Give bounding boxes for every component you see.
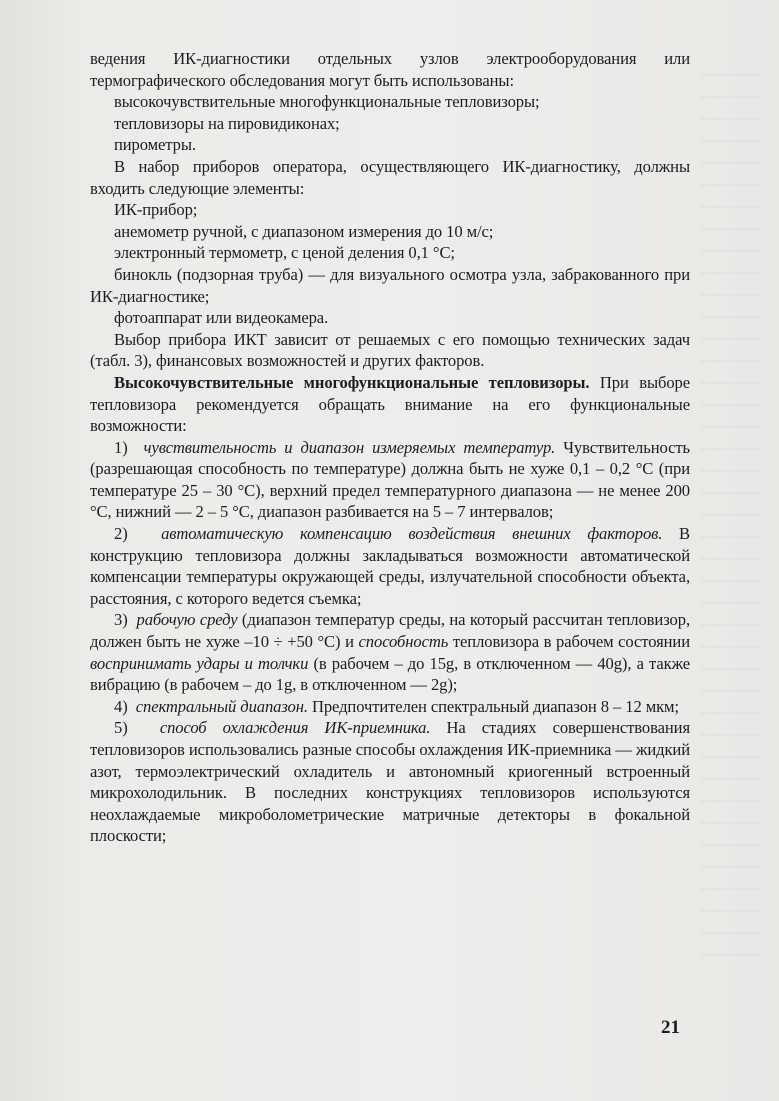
bleed-through-shadow (700, 60, 760, 960)
paragraph-continuation: ведения ИК-диагностики отдельных узлов электрооборудования или термографического обследования могут быть использованы: (90, 49, 690, 90)
list-item: анемометр ручной, с диапазоном измерения до 10 м/с; (114, 221, 494, 241)
list-item: бинокль (подзорная труба) — для визуального осмотра узла, забракованного при ИК-диагностике; (90, 264, 690, 306)
numbered-item-2 (90, 523, 690, 609)
item-term: автоматическую компенсацию воздействия внешних факторов. (161, 524, 663, 544)
numbered-item-3 (90, 609, 690, 695)
numbered-item-5 (90, 717, 690, 847)
list-item: электронный термометр, с ценой деления 0,1 °С; (114, 243, 455, 263)
item-text: На стадиях совершенствования тепловизоров использовались разные способы охлаждения ИК-приемника — жидкий азот, термоэлектрический охладитель и автономный криогенный встроенный микрохолодильник. В последних конструкциях тепловизоров используются неохлаждаемые микроболометрические матричные детекторы в фокальной плоскости; (90, 718, 690, 846)
item-term: рабочую среду (136, 610, 238, 630)
item-number: 2) (114, 524, 128, 544)
item-term: способ охлаждения ИК-приемника. (159, 718, 431, 738)
heading-bold: Высокочувствительные многофункциональные тепловизоры. (114, 372, 590, 392)
paragraph-heading (90, 372, 690, 437)
item-number: 4) (114, 696, 128, 716)
list-item: тепловизоры на пировидиконах; (114, 113, 340, 133)
numbered-item-1 (90, 437, 690, 523)
item-text: Чувствительность (разрешающая способность по температуре) должна быть не хуже 0,1 – 0,2 °С (при температуре 25 – 30 °С), верхний предел температурного диапазона — не менее 200 °С, нижний — 2 – 5 °С, диапазон разбивается на 5 – 7 интервалов; (90, 437, 690, 522)
body-text (90, 48, 690, 847)
item-term-2: способность (358, 632, 449, 652)
item-number: 1) (114, 437, 128, 457)
item-number: 3) (114, 610, 128, 630)
item-text: (диапазон температур среды, на который рассчитан тепловизор, должен быть не хуже –10 ÷ +50 °С) и (90, 610, 690, 652)
item-term-3: воспринимать удары и толчки (90, 653, 309, 673)
item-text: В конструкцию тепловизора должны закладываться возможности автоматической компенсации температуры окружающей среды, излучательной способности объекта, расстояния, с которого ведется съемка; (90, 524, 690, 608)
list-item: пирометры. (114, 135, 196, 155)
item-text-3: (в рабочем – до 15g, в отключенном — 40g), а также вибрацию (в рабочем – до 1g, в отключенном — 2g); (90, 653, 690, 695)
item-term: чувствительность и диапазон измеряемых температур. (143, 437, 556, 457)
item-term: спектральный диапазон. (135, 696, 308, 716)
item-text: Предпочтителен спектральный диапазон 8 – 12 мкм; (307, 696, 679, 716)
list-item: ИК-прибор; (114, 200, 198, 220)
numbered-item-4 (90, 696, 690, 718)
item-text-2: тепловизора в рабочем состоянии (448, 632, 690, 652)
paragraph: В набор приборов оператора, осуществляющего ИК-диагностику, должны входить следующие элементы: (90, 156, 690, 198)
page-number: 21 (661, 1017, 680, 1038)
item-number: 5) (114, 718, 128, 738)
list-item: высокочувствительные многофункциональные тепловизоры; (114, 92, 540, 112)
list-item: фотоаппарат или видеокамера. (114, 308, 329, 328)
heading-continuation: При выборе тепловизора рекомендуется обращать внимание на его функциональные возможности: (90, 372, 690, 436)
paragraph: Выбор прибора ИКТ зависит от решаемых с его помощью технических задач (табл. 3), финансовых возможностей и других факторов. (90, 329, 690, 371)
